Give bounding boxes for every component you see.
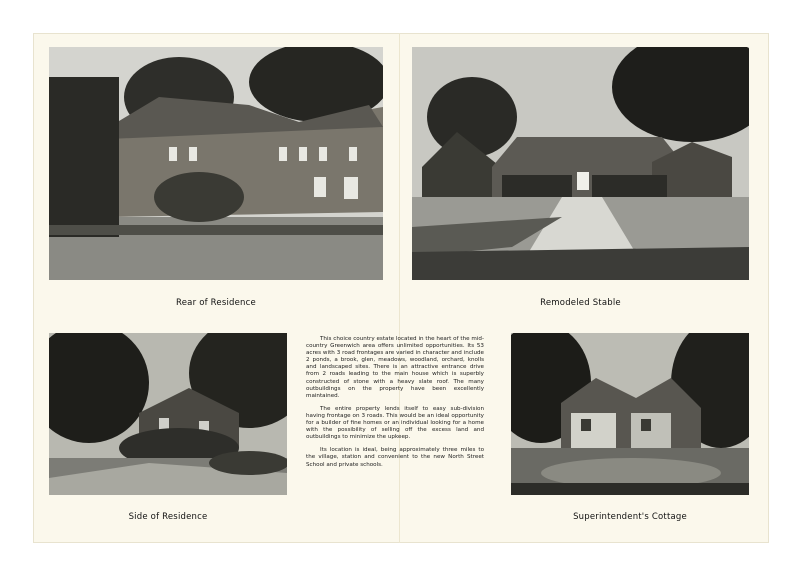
caption-side-of-residence: Side of Residence [128, 512, 208, 522]
property-description [306, 336, 484, 475]
description-paragraph: This choice country estate located in the heart of the mid-country Greenwich area offers unlimited opportunities. Its 53 acres with 3 road frontages are varied in character and include 2 ponds, a brook, glen, meadows, woodland, orchard, knolls and landscaped sites. There is an attractive entrance drive from 2 roads leading to the main house which is superbly constructed of stone with a heavy slate roof. The many outbuildings on the property have been excellently maintained. [306, 336, 484, 399]
caption-superintendents-cottage: Superintendent's Cottage [573, 512, 687, 522]
caption-rear-of-residence: Rear of Residence [176, 298, 256, 308]
photo-remodeled-stable [412, 47, 749, 280]
photo-rear-of-residence [49, 47, 383, 280]
caption-remodeled-stable: Remodeled Stable [540, 298, 621, 308]
description-paragraph: Its location is ideal, being approximately three miles to the village, station and convenient to the new North Street School and private schools. [306, 447, 484, 468]
photo-side-of-residence [49, 333, 287, 495]
photo-superintendents-cottage [511, 333, 749, 495]
description-paragraph: The entire property lends itself to easy sub-division having frontage on 3 roads. This would be an ideal opportunity for a builder of fine homes or an individual looking for a home with the possibility of selling off the excess land and outbuildings to minimize the upkeep. [306, 405, 484, 441]
